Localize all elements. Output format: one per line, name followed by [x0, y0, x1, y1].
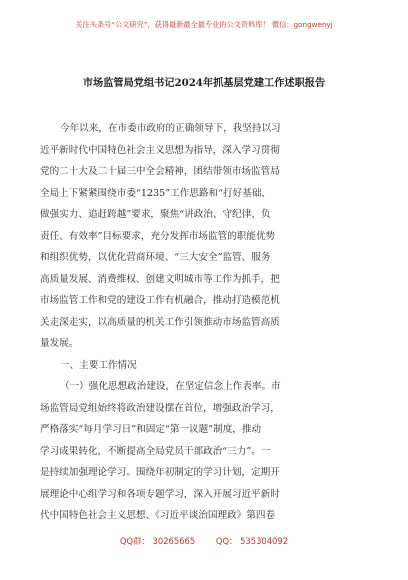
- body-line: 展理论中心组学习和各项专题学习，深入开展习近平新时: [40, 488, 280, 500]
- document-title: 市场监管局党组书记2024年抓基层党建工作述职报告: [82, 77, 326, 89]
- body-line: 量发展。: [40, 338, 79, 349]
- body-line: 责任、有效率”目标要求，充分发挥市场监管的职能优势: [40, 230, 276, 242]
- body-line: 严格落实“每月学习日”和固定“第一议题”制度，推动: [40, 424, 262, 435]
- body-line: 和组织优势，以优化营商环境、“三大安全”监管、服务: [40, 252, 271, 263]
- body-line: 全局上下紧紧围绕市委“1235”工作思路和“打好基础、: [40, 187, 272, 199]
- body-line: 是持续加强理论学习。围绕年初制定的学习计划，定期开: [40, 467, 280, 478]
- body-line: 近平新时代中国特色社会主义思想为指导，深入学习贯彻: [40, 144, 280, 156]
- body-line: 高质量发展、消费维权、创建文明城市等工作为抓手，把: [40, 273, 280, 285]
- body-line: 今年以来，在市委市政府的正确领导下，我坚持以习: [60, 123, 281, 134]
- body-line: 代中国特色社会主义思想、《习近平谈治国理政》第四卷: [40, 510, 276, 521]
- footer-qq: QQ： 535304092: [215, 536, 289, 546]
- body-line: 关走深走实，以高质量的机关工作引领推动市场监管高质: [40, 316, 280, 328]
- section-heading: 一、主要工作情况: [60, 359, 137, 371]
- body-line: 场监管局党组始终将政治建设摆在首位，增强政治学习，: [40, 402, 280, 414]
- body-line: 市场监管工作和党的建设工作有机融合，推动打造模范机: [40, 295, 280, 306]
- document-body: [40, 118, 362, 527]
- body-line: （一）强化思想政治建设，在坚定信念上作表率。市: [60, 381, 281, 392]
- header-notice: 关注头条号“公文研究”，获得最新最全最专业的公文资料库！ 微信：gongwenyj: [75, 20, 333, 29]
- footer-contact: [0, 535, 408, 547]
- footer-qq-group: QQ群： 30265665: [119, 536, 196, 546]
- body-line: 学习成果转化，不断提高全局党员干部政治“三力”。一: [40, 445, 271, 457]
- body-line: 党的二十大及二十届三中全会精神，团结带领市场监管局: [40, 166, 280, 177]
- body-line: 做强实力、追赶跨越”要求，聚焦“讲政治、守纪律、负: [40, 209, 271, 220]
